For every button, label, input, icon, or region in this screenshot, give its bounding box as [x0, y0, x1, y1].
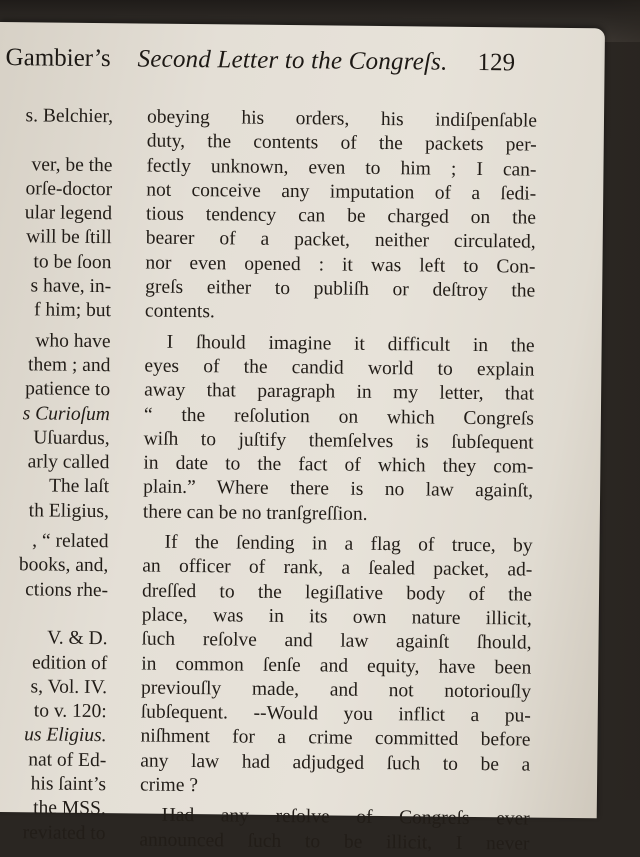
left-line: ctions rhe-	[25, 578, 109, 601]
left-line: the MSS.	[33, 797, 106, 820]
running-header	[0, 40, 560, 80]
left-line: to v. 120:	[33, 700, 107, 723]
book-page	[0, 22, 605, 855]
main-line: any law had adjudged ſuch to be a	[140, 750, 531, 776]
main-line: duty, the contents of the packets per-	[146, 130, 537, 156]
main-line: bearer of a packet, neither circulated,	[145, 228, 536, 254]
main-line: I ſhould imagine it difficult in the	[166, 331, 535, 357]
left-line: books, and,	[18, 554, 109, 577]
main-line: “ the reſolution on which Congreſs	[143, 404, 534, 430]
main-line: fectly unknown, even to him ; I can-	[146, 155, 537, 181]
left-line: orſe-doctor	[25, 178, 113, 201]
main-line: crime ?	[139, 774, 199, 797]
left-line: V. & D.	[47, 627, 108, 650]
main-line: obeying his orders, his indiſpenſable	[146, 106, 538, 132]
main-line: eyes of the candid world to explain	[144, 355, 535, 381]
left-line: s, Vol. IV.	[30, 676, 108, 698]
main-line: away that paragraph in my letter, that	[144, 379, 535, 405]
left-line: us Eligius.	[24, 724, 107, 747]
left-line: , “ related	[32, 530, 109, 553]
left-line: f him; but	[33, 299, 112, 322]
left-line: ver, be the	[31, 153, 113, 176]
main-line: in date to the fact of which they com-	[143, 452, 534, 478]
main-line: previouſly made, and not notoriouſly	[140, 677, 532, 703]
page-edge-shadow	[600, 0, 640, 800]
left-column-text	[0, 104, 117, 846]
main-line: not conceive any imputation of a ſedi-	[146, 179, 537, 205]
left-line	[0, 602, 112, 628]
main-line: nor even opened : it was left to Con-	[145, 252, 536, 278]
running-header-title: Second Letter to the Congreſs.	[137, 45, 448, 76]
main-line: tious tendency can be charged on the	[145, 203, 537, 229]
main-line: in common ſenſe and equity, have been	[141, 653, 532, 679]
main-line: dreſſed to the legiſlative body of the	[141, 580, 533, 606]
left-line: The laſt	[48, 475, 110, 498]
main-column-text	[139, 106, 537, 857]
left-line: to be ſoon	[33, 251, 112, 273]
left-line: patience to	[25, 378, 111, 401]
main-line: niſhment for a crime committed before	[140, 725, 531, 752]
main-line: greſs either to publiſh or deſtroy the	[145, 276, 536, 302]
left-line: s have, in-	[30, 275, 112, 298]
main-line: place, was in its own nature illicit,	[141, 604, 532, 630]
left-line: th Eligius,	[28, 500, 109, 522]
left-line: reviated to	[22, 821, 106, 844]
page-number: 129	[477, 49, 516, 77]
left-line: nat of Ed-	[28, 749, 107, 771]
main-line: ſuch reſolve and law againſt ſhould,	[141, 628, 532, 654]
left-line: edition of	[31, 651, 108, 674]
main-line: wiſh to juſtify themſelves is ſubſequent	[143, 428, 534, 454]
main-line: contents.	[144, 300, 215, 323]
main-line: plain.” Where there is no law againſt,	[143, 476, 534, 503]
main-line: ſubſequent. --Would you inflict a pu-	[140, 701, 531, 727]
main-line: announced ſuch to be illicit, I never	[139, 829, 530, 855]
left-line: will be ſtill	[26, 226, 112, 249]
left-line: his ſaint’s	[30, 773, 107, 796]
left-line: them ; and	[27, 354, 111, 377]
main-line: there can be no tranſgreſſion.	[142, 501, 368, 525]
left-line	[0, 128, 117, 154]
main-line: If the ſending in a flag of truce, by	[164, 531, 533, 557]
running-header-name: Gambier’s	[5, 44, 111, 73]
main-line: an officer of rank, a ſealed packet, ad-	[142, 555, 533, 581]
left-line: ular legend	[24, 202, 113, 225]
left-line: s Curioſum	[22, 402, 111, 425]
left-line: Uſuardus,	[33, 427, 110, 450]
left-line: s. Belchier,	[25, 105, 114, 128]
main-line: Had any reſolve of Congreſs ever	[161, 805, 530, 830]
left-line: arly called	[27, 451, 110, 474]
left-line: who have	[35, 330, 111, 352]
